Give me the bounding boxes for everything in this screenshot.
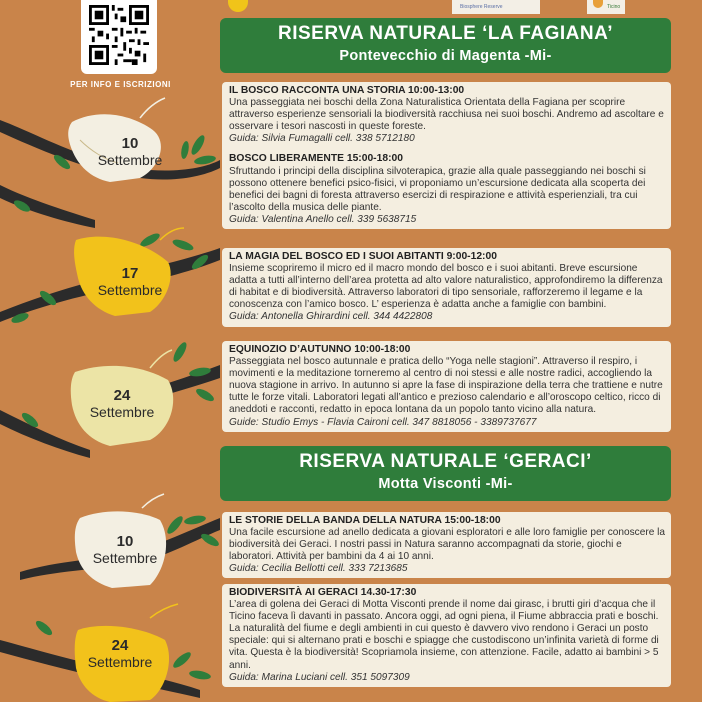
- section-subtitle: Motta Visconti -Mi-: [378, 476, 513, 492]
- biosphere-logo: [452, 0, 540, 14]
- park-logo: Ticino: [587, 0, 625, 14]
- event-title: BOSCO LIBERAMENTE 15:00-18:00: [229, 153, 403, 165]
- qr-caption: PER INFO E ISCRIZIONI: [70, 80, 171, 89]
- event-title: EQUINOZIO D’AUTUNNO 10:00-18:00: [229, 344, 411, 355]
- date-day: 17: [121, 265, 139, 282]
- event-description: Sfruttando i principi della disciplina silvoterapica, grazie alla quale passeggiando nei boschi si possono ottenere benefici psico-fisici, vi proponiamo un’escursione dedicata alla scoperta dei benefici dei bagni di foresta attraverso esercizi di respirazione e attività esperienziali, tra cui l’ascolto della musica delle piante.: [229, 165, 646, 213]
- event-description: Una facile escursione ad anello dedicata a giovani esploratori e alle loro famiglie per conoscere la biodiversità dei Geraci. I nostri passi in Natura saranno accompagnati da storie, giochi e laboratori. Attività per bambini da 4 ai 10 anni.: [229, 527, 665, 563]
- date-day: 10: [116, 533, 134, 550]
- date-label: [72, 388, 172, 420]
- section-banner-geraci: [220, 446, 671, 501]
- date-label: [75, 534, 175, 566]
- event-title: LE STORIE DELLA BANDA DELLA NATURA 15:00-18:00: [229, 515, 501, 526]
- event-guide: Guide: Studio Emys - Flavia Caironi cell. 347 8818056 - 3389737677: [229, 416, 537, 428]
- event-card: [222, 248, 671, 327]
- sponsor-logo: [228, 0, 248, 12]
- date-month: Settembre: [87, 654, 153, 670]
- event-guide: Guida: Cecilia Bellotti cell. 333 7213685: [229, 563, 408, 575]
- event-guide: Guida: Antonella Ghirardini cell. 344 4422808: [229, 311, 433, 323]
- date-day: 10: [121, 135, 139, 152]
- event-guide: Guida: Valentina Anello cell. 339 5638715: [229, 213, 417, 225]
- event-card: [222, 512, 671, 578]
- section-banner-fagiana: [220, 18, 671, 73]
- date-label: [80, 266, 180, 298]
- event-description: L’area di golena dei Geraci di Motta Visconti prende il nome dai girasc, i brutti giri d’acqua che il Ticino faceva lì davanti in passato. Ancora oggi, ad ogni piena, il Fiume abbraccia prati e boschi. La naturalità del fiume e degli ambienti in cui questo è davvero vivo rendono i Geraci un posto speciale: qui si alternano prati e boschi e spiagge che custodiscono un’infinita varietà di forme di vita. Questa è la biodiversità! Scopriamola insieme, con attenzione. Facile, adatto ai bambini > 5 anni.: [229, 599, 659, 671]
- date-month: Settembre: [97, 282, 163, 298]
- date-day: 24: [113, 387, 131, 404]
- event-card: [222, 82, 671, 229]
- date-month: Settembre: [92, 550, 158, 566]
- event-guide: Guida: Marina Luciani cell. 351 5097309: [229, 671, 410, 683]
- section-subtitle: Pontevecchio di Magenta -Mi-: [339, 48, 552, 64]
- event-card: [222, 584, 671, 687]
- event-card: [222, 341, 671, 432]
- branches-illustration: [0, 0, 220, 702]
- date-day: 24: [111, 637, 129, 654]
- date-month: Settembre: [89, 404, 155, 420]
- event-guide: Guida: Silvia Fumagalli cell. 338 5712180: [229, 133, 415, 145]
- event-title: LA MAGIA DEL BOSCO ED I SUOI ABITANTI 9:00-12:00: [229, 251, 497, 262]
- event-title: IL BOSCO RACCONTA UNA STORIA 10:00-13:00: [229, 85, 465, 96]
- section-title: RISERVA NATURALE ‘LA FAGIANA’: [277, 23, 614, 44]
- section-title: RISERVA NATURALE ‘GERACI’: [299, 451, 592, 472]
- branch-2: [0, 185, 95, 228]
- event-description: Passeggiata nel bosco autunnale e pratica dello “Yoga nelle stagioni”. Attraverso il respiro, i movimenti e la meditazione torneremo al centro di noi stessi e alle nostre radici, accogliendo la nuova stagione in arrivo. In autunno si apre la fase di inspirazione della terra che trattiene e nutre tutte le forze vitali. Laboratori legati all’antico e prezioso calendario e all’oroscopo celtico, ricco di aneddoti e racconti, redatto in epoca lontana da un popolo tanto vicino alla natura.: [229, 356, 663, 416]
- event-description: Insieme scopriremo il micro ed il macro mondo del bosco e i suoi abitanti. Breve escursione adatta a tutti all’interno dell’area protetta ad alto valore naturalistico, approfondiremo la differenza di habitat e di biodiversità. Attraverso laboratori di tipo sensoriale, rafforzeremo il legame e la conoscenza con l’amico bosco. L’ esperienza è adatta anche a famiglie con bambini.: [229, 263, 663, 311]
- biosphere-logo-text: Biosphere Reserve: [460, 4, 503, 10]
- date-label: [85, 136, 175, 168]
- date-month: Settembre: [97, 152, 163, 168]
- event-description: Una passeggiata nei boschi della Zona Naturalistica Orientata della Fagiana per scoprire attraverso esperienze sensoriali la biodiversità racchiusa nei suoi boschi. Andremo ad ascoltare e osservare i tesori nascosti in queste foreste.: [229, 97, 664, 133]
- event-title: BIODIVERSITÀ AI GERACI 14.30-17:30: [229, 587, 417, 598]
- date-label: [70, 638, 170, 670]
